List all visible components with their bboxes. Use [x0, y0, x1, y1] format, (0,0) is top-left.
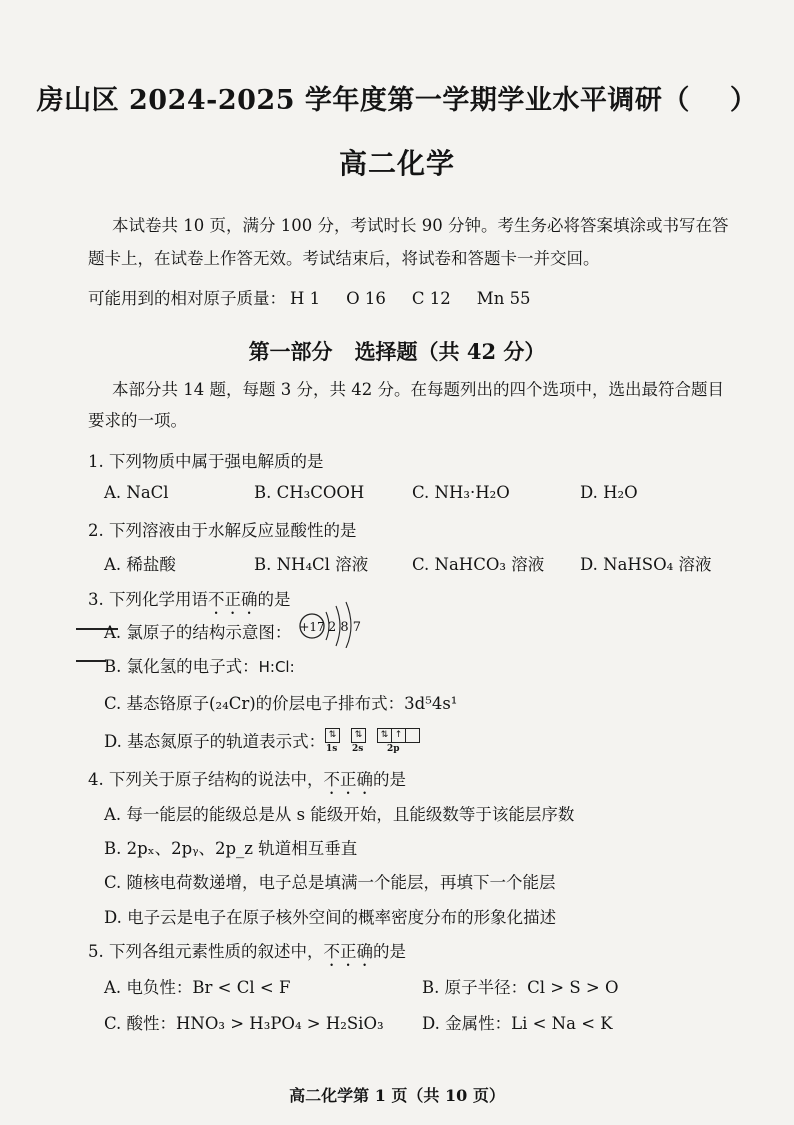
exam-title-text: 房山区 2024-2025 学年度第一学期学业水平调研（ — [36, 85, 690, 116]
q3-option-c: C. 基态铬原子(₂₄Cr)的价层电子排布式：3d⁵4s¹ — [104, 694, 458, 713]
q2-option-b: B. NH₄Cl 溶液 — [254, 555, 369, 574]
q4-stem-pre: 4. 下列关于原子结构的说法中， — [88, 770, 324, 789]
q3-option-b — [104, 653, 295, 677]
q3-option-d-text: D. 基态氮原子的轨道表示式： — [104, 732, 326, 751]
q4-option-b: B. 2pₓ、2pᵧ、2p_z 轨道相互垂直 — [104, 839, 358, 858]
q5-stem-post: 的是 — [373, 942, 406, 961]
q2-stem: 2. 下列溶液由于水解反应显酸性的是 — [88, 521, 357, 540]
q4-option-a: A. 每一能层的能级总是从 s 能级开始，且能级数等于该能层序数 — [104, 805, 575, 824]
q5-stem-pre: 5. 下列各组元素性质的叙述中， — [88, 942, 324, 961]
q5-option-b: B. 原子半径：Cl > S > O — [422, 978, 619, 997]
q3-stem-emphasis: 不正确 — [208, 590, 258, 609]
q5-option-c: C. 酸性：HNO₃ > H₃PO₄ > H₂SiO₃ — [104, 1014, 384, 1033]
q5-stem — [88, 938, 406, 970]
q3-option-b-text: B. 氯化氢的电子式： — [104, 657, 259, 676]
q3-stem — [88, 586, 291, 618]
section-desc-line-1: 本部分共 14 题，每题 3 分，共 42 分。在每题列出的四个选项中，选出最符合题目 — [112, 380, 724, 399]
page-footer: 高二化学第 1 页（共 10 页） — [289, 1086, 505, 1105]
exam-title-close: ） — [729, 85, 758, 116]
atomic-masses — [88, 291, 531, 308]
q1-option-d: D. H₂O — [580, 483, 638, 502]
electron-shells-label: 2 8 7 — [328, 620, 362, 635]
orbital-1s: ⇅ — [325, 728, 340, 743]
mass-o: O 16 — [346, 289, 386, 308]
q3-stem-post: 的是 — [257, 590, 291, 609]
mass-h: H 1 — [290, 289, 321, 308]
q3-option-a: A. 氯原子的结构示意图： — [104, 623, 292, 642]
nucleus-label: +17 — [299, 620, 325, 634]
intro-line-1: 本试卷共 10 页，满分 100 分，考试时长 90 分钟。考生务必将答案填涂或书写在答 — [112, 216, 729, 235]
q4-stem-post: 的是 — [373, 770, 406, 789]
exam-title — [0, 78, 794, 117]
q1-option-a: A. NaCl — [104, 483, 169, 502]
q4-option-c: C. 随核电荷数递增，电子总是填满一个能层，再填下一个能层 — [104, 873, 556, 892]
q5-option-d: D. 金属性：Li < Na < K — [422, 1014, 613, 1033]
orbital-2p-3 — [405, 728, 420, 743]
mass-c: C 12 — [411, 289, 451, 308]
orbital-2p-2: ↑ — [391, 728, 406, 743]
atomic-masses-label: 可能用到的相对原子质量： — [88, 289, 286, 308]
mass-mn: Mn 55 — [476, 289, 531, 308]
section-desc-line-2: 要求的一项。 — [88, 411, 187, 430]
q5-stem-emphasis: 不正确 — [323, 942, 373, 961]
q5-option-a: A. 电负性：Br < Cl < F — [104, 978, 291, 997]
pen-mark — [76, 660, 106, 662]
subject-title: 高二化学 — [338, 147, 455, 180]
q1-stem: 1. 下列物质中属于强电解质的是 — [88, 452, 324, 471]
q1-option-c: C. NH₃·H₂O — [412, 483, 510, 502]
q2-option-c: C. NaHCO₃ 溶液 — [412, 555, 545, 574]
intro-line-2: 题卡上，在试卷上作答无效。考试结束后，将试卷和答题卡一并交回。 — [88, 249, 600, 268]
orbital-2s: ⇅ — [351, 728, 366, 743]
q3-stem-pre: 3. 下列化学用语 — [88, 590, 208, 609]
section-title-desc: 选择题（共 42 分） — [354, 339, 546, 364]
q4-stem-emphasis: 不正确 — [323, 770, 373, 789]
section-title — [0, 336, 794, 366]
orbital-label-2p: 2p — [387, 744, 400, 754]
q3-option-d — [104, 728, 325, 752]
q4-stem — [88, 766, 406, 798]
orbital-label-1s: 1s — [326, 744, 338, 754]
nitrogen-orbital-diagram — [326, 725, 420, 744]
orbital-label-2s: 2s — [352, 744, 364, 754]
q2-option-a: A. 稀盐酸 — [104, 555, 176, 574]
hcl-electron-formula: H:Cl: — [258, 658, 295, 676]
q1-option-b: B. CH₃COOH — [254, 483, 365, 502]
orbital-2p-1: ⇅ — [377, 728, 392, 743]
section-title-part: 第一部分 — [248, 339, 333, 364]
chlorine-atom-diagram — [296, 598, 368, 648]
q4-option-d: D. 电子云是电子在原子核外空间的概率密度分布的形象化描述 — [104, 908, 557, 927]
q2-option-d: D. NaHSO₄ 溶液 — [580, 555, 712, 574]
